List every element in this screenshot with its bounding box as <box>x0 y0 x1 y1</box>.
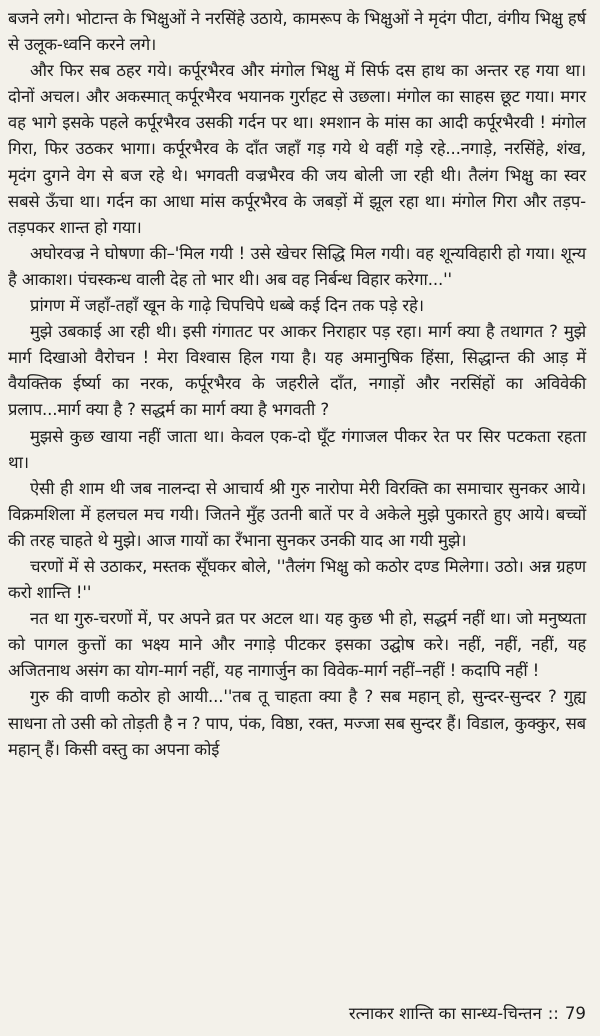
paragraph-1: बजने लगे। भोटान्त के भिक्षुओं ने नरसिंहे उठाये, कामरूप के भिक्षुओं ने मृदंग पीटा, वंगीय भिक्षु हर्ष से उलूक-ध्वनि करने लगे। <box>8 9 586 55</box>
paragraph-9: नत था गुरु-चरणों में, पर अपने व्रत पर अटल था। यह कुछ भी हो, सद्धर्म नहीं था। जो मनुष्यता को पागल कुत्तों का भक्ष्य माने और नगाड़े पीटकर इसका उद्घोष करे। नहीं, नहीं, नहीं, यह अजितनाथ असंग का योग-मार्ग नहीं, यह नागार्जुन का विवेक-मार्ग नहीं–नहीं ! कदापि नहीं ! <box>8 609 586 681</box>
running-title: रत्नाकर शान्ति का सान्ध्य-चिन्तन <box>348 1004 542 1023</box>
body-text <box>8 6 586 763</box>
page-footer <box>349 1002 586 1026</box>
paragraph-6: मुझसे कुछ खाया नहीं जाता था। केवल एक-दो घूँट गंगाजल पीकर रेत पर सिर पटकता रहता था। <box>8 426 586 472</box>
paragraph-7: ऐसी ही शाम थी जब नालन्दा से आचार्य श्री गुरु नारोपा मेरी विरक्ति का समाचार सुनकर आये। विक्रमशिला में हलचल मच गयी। जितने मुँह उतनी बातें पर वे अकेले मुझे पुकारते हुए आये। बच्चों की तरह चाहते थे मुझे। आज गायों का रँभाना सुनकर उनकी याद आ गयी मुझे। <box>8 478 586 550</box>
paragraph-4: प्रांगण में जहाँ-तहाँ खून के गाढ़े चिपचिपे धब्बे कई दिन तक पड़े रहे। <box>30 296 424 316</box>
paragraph-5: मुझे उबकाई आ रही थी। इसी गंगातट पर आकर निराहार पड़ रहा। मार्ग क्या है तथागत ? मुझे मार्ग दिखाओ वैरोचन ! मेरा विश्वास हिल गया है। यह अमानुषिक हिंसा, सिद्धान्त की आड़ में वैयक्तिक ईर्ष्या का नरक, कर्पूरभैरव के जहरीले दाँत, नगाड़ों और नरसिंहों का अविवेकी प्रलाप...मार्ग क्या है ? सद्धर्म का मार्ग क्या है भगवती ? <box>8 322 586 420</box>
paragraph-2: और फिर सब ठहर गये। कर्पूरभैरव और मंगोल भिक्षु में सिर्फ दस हाथ का अन्तर रह गया था। दोनों अचल। और अकस्मात् कर्पूरभैरव भयानक गुर्राहट से उछला। मंगोल का साहस छूट गया। मगर वह भागे इसके पहले कर्पूरभैरव उसकी गर्दन पर था। श्मशान के मांस का आदी कर्पूरभैरवी ! मंगोल गिरा, फिर उठकर भागा। कर्पूरभैरव के दाँत जहाँ गड़ गये थे वहीं गड़े रहे...नगाड़े, नरसिंहे, शंख, मृदंग दुगने वेग से बज रहे थे। भगवती वज्रभैरव की जय बोली जा रही थी। तैलंग भिक्षु का स्वर सबसे ऊँचा था। गर्दन का आधा मांस कर्पूरभैरव के जबड़ों में झूल रहा था। मंगोल गिरा और तड़प-तड़पकर शान्त हो गया। <box>8 61 586 237</box>
page-number: 79 <box>564 1004 586 1023</box>
footer-separator: :: <box>547 1004 559 1023</box>
paragraph-3: अघोरवज्र ने घोषणा की–'मिल गयी ! उसे खेचर सिद्धि मिल गयी। वह शून्यविहारी हो गया। शून्य है आकाश। पंचस्कन्ध वाली देह तो भार थी। अब वह निर्बन्ध विहार करेगा...'' <box>8 243 586 289</box>
paragraph-8: चरणों में से उठाकर, मस्तक सूँघकर बोले, ''तैलंग भिक्षु को कठोर दण्ड मिलेगा। उठो। अन्न ग्रहण करो शान्ति !'' <box>8 556 586 603</box>
paragraph-10: गुरु की वाणी कठोर हो आयी...''तब तू चाहता क्या है ? सब महान् हो, सुन्दर-सुन्दर ? गुह्य साधना तो उसी को तोड़ती है न ? पाप, पंक, विष्ठा, रक्त, मज्जा सब सुन्दर हैं। विडाल, कुक्कुर, सब महान् हैं। किसी वस्तु का अपना कोई <box>8 687 586 759</box>
